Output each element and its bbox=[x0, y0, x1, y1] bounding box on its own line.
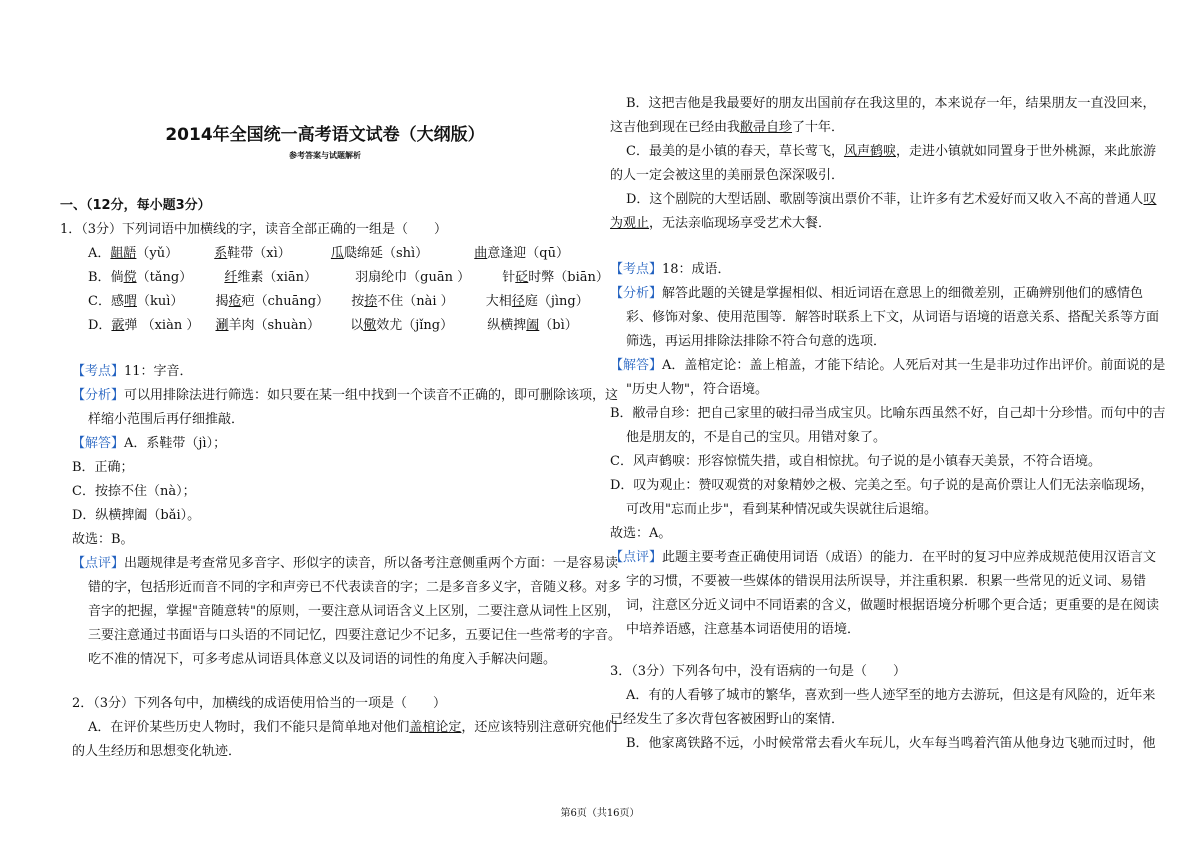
q2-option-b-1: B．这把吉他是我最要好的朋友出国前存在我这里的，本来说存一年，结果朋友一直没回来， bbox=[626, 96, 1156, 111]
q2-kaodian: 【考点】18：成语． bbox=[610, 262, 731, 277]
q1-option-b: B．倘傥（tǎng） 纤维素（xiān） 羽扇纶巾（guān ） 针砭时弊（biān） bbox=[88, 270, 609, 285]
q2-jieda-6: D．叹为观止：赞叹观赏的对象精妙之极、完美之至。句子说的是高价票让人们无法亲临现场， bbox=[610, 478, 1154, 493]
q1-answer: 故选：B。 bbox=[72, 532, 134, 547]
q2-option-a-2: 的人生经历和思想变化轨迹． bbox=[72, 744, 242, 759]
q2-option-c-2: 的人一定会被这里的美丽景色深深吸引． bbox=[610, 168, 845, 183]
q3-option-a-2: 已经发生了多次背包客被困野山的案情． bbox=[610, 712, 845, 727]
page-title: 2014年全国统一高考语文试卷（大纲版） bbox=[165, 125, 485, 145]
q2-stem: 2．（3分）下列各句中，加横线的成语使用恰当的一项是（ ） bbox=[72, 696, 447, 711]
q3-option-a-1: A．有的人看够了城市的繁华，喜欢到一些人迹罕至的地方去游玩，但这是有风险的，近年来 bbox=[626, 688, 1156, 703]
q1-dianping-4: 三要注意通过书面语与口头语的不同记忆，四要注意记少不记多，五要记住一些常考的字音。 bbox=[88, 628, 622, 643]
q2-option-a-1: A．在评价某些历史人物时，我们不能只是简单地对他们盖棺论定，还应该特别注意研究他们 bbox=[88, 720, 618, 735]
q1-jieda-2: B．正确； bbox=[72, 460, 134, 475]
q1-fenxi-2: 样缩小范围后再仔细推敲． bbox=[88, 412, 245, 427]
q2-option-d-1: D．这个剧院的大型话剧、歌剧等演出票价不菲，让许多有艺术爱好而又收入不高的普通人叹 bbox=[626, 192, 1157, 207]
q2-dianping-3: 词，注意区分近义词中不同语素的含义，做题时根据语境分析哪个更合适；更重要的是在阅读 bbox=[626, 598, 1160, 613]
section-heading: 一、（12分，每小题3分） bbox=[60, 198, 211, 213]
page-footer: 第6页（共16页） bbox=[560, 808, 640, 819]
q1-jieda-4: D．纵横捭阖（bǎi）。 bbox=[72, 508, 201, 523]
q1-jieda-3: C．按捺不住（nà）； bbox=[72, 484, 196, 499]
q2-option-b-2: 这吉他到现在已经由我敝帚自珍了十年． bbox=[610, 120, 845, 135]
q2-answer: 故选：A。 bbox=[610, 526, 672, 541]
q2-dianping-4: 中培养语感，注意基本词语使用的语境． bbox=[626, 622, 861, 637]
q1-dianping-1: 【点评】出题规律是考查常见多音字、形似字的读音，所以备考注意侧重两个方面：一是容易读 bbox=[72, 556, 619, 571]
q1-stem: 1．（3分）下列词语中加横线的字，读音全部正确的一组是（ ） bbox=[60, 222, 448, 237]
q2-fenxi-1: 【分析】解答此题的关键是掌握相似、相近词语在意思上的细微差别，正确辨别他们的感情色 bbox=[610, 286, 1144, 301]
q1-option-d: D．霰弹 （xiàn ） 涮羊肉（shuàn） 以儆效尤（jǐng） 纵横捭阖（bì） bbox=[88, 318, 578, 333]
q3-stem: 3．（3分）下列各句中，没有语病的一句是（ ） bbox=[610, 664, 907, 679]
q2-jieda-2: "历史人物"，符合语境。 bbox=[626, 382, 768, 397]
q1-dianping-3: 音字的把握，掌握"音随意转"的原则，一要注意从词语含义上区别，二要注意从词性上区别， bbox=[88, 604, 620, 619]
q2-jieda-7: 可改用"忘而止步"，看到某种情况或失误就往后退缩。 bbox=[626, 502, 937, 517]
q1-kaodian: 【考点】11：字音． bbox=[72, 364, 193, 379]
q1-option-a: A．龃龉（yǔ） 系鞋带（xì） 瓜瓞绵延（shì） 曲意逢迎（qū） bbox=[88, 246, 569, 261]
q2-fenxi-2: 彩、修饰对象、使用范围等．解答时联系上下文，从词语与语境的语意关系、搭配关系等方面 bbox=[626, 310, 1160, 325]
q1-option-c: C．感喟（kuì） 揭疮疤（chuāng） 按捺不住（nài ） 大相径庭（jìng） bbox=[88, 294, 589, 309]
q2-dianping-2: 字的习惯，不要被一些媒体的错误用法所误导，并注重积累．积累一些常见的近义词、易错 bbox=[626, 574, 1147, 589]
q2-jieda-5: C．风声鹤唳：形容惊慌失措，或自相惊扰。句子说的是小镇春天美景，不符合语境。 bbox=[610, 454, 1101, 469]
q1-jieda-1: 【解答】A．系鞋带（jì）； bbox=[72, 436, 227, 451]
q1-fenxi-1: 【分析】可以用排除法进行筛选：如只要在某一组中找到一个读音不正确的，即可删除该项，这 bbox=[72, 388, 619, 403]
q2-fenxi-3: 筛选，再运用排除法排除不符合句意的选项． bbox=[626, 334, 887, 349]
page-subtitle: 参考答案与试题解析 bbox=[289, 151, 361, 160]
q1-dianping-2: 错的字，包括形近而音不同的字和声旁已不代表读音的字；二是多音多义字，音随义移。对多 bbox=[88, 580, 622, 595]
q2-jieda-4: 他是朋友的，不是自己的宝贝。用错对象了。 bbox=[626, 430, 887, 445]
q2-option-d-2: 为观止，无法亲临现场享受艺术大餐． bbox=[610, 216, 832, 231]
q3-option-b-1: B．他家离铁路不远，小时候常常去看火车玩儿，火车每当鸣着汽笛从他身边飞驰而过时，他 bbox=[626, 736, 1156, 751]
q1-dianping-5: 吃不准的情况下，可多考虑从词语具体意义以及词语的词性的角度入手解决问题。 bbox=[88, 652, 557, 667]
q2-jieda-1: 【解答】A．盖棺定论：盖上棺盖，才能下结论。人死后对其一生是非功过作出评价。前面说的是 bbox=[610, 358, 1166, 373]
q2-dianping-1: 【点评】此题主要考查正确使用词语（成语）的能力．在平时的复习中应养成规范使用汉语言文 bbox=[610, 550, 1157, 565]
q2-jieda-3: B．敝帚自珍：把自己家里的破扫帚当成宝贝。比喻东西虽然不好，自己却十分珍惜。而句中的吉 bbox=[610, 406, 1166, 421]
q2-option-c-1: C．最美的是小镇的春天，草长莺飞，风声鹤唳，走进小镇就如同置身于世外桃源，来此旅游 bbox=[626, 144, 1156, 159]
